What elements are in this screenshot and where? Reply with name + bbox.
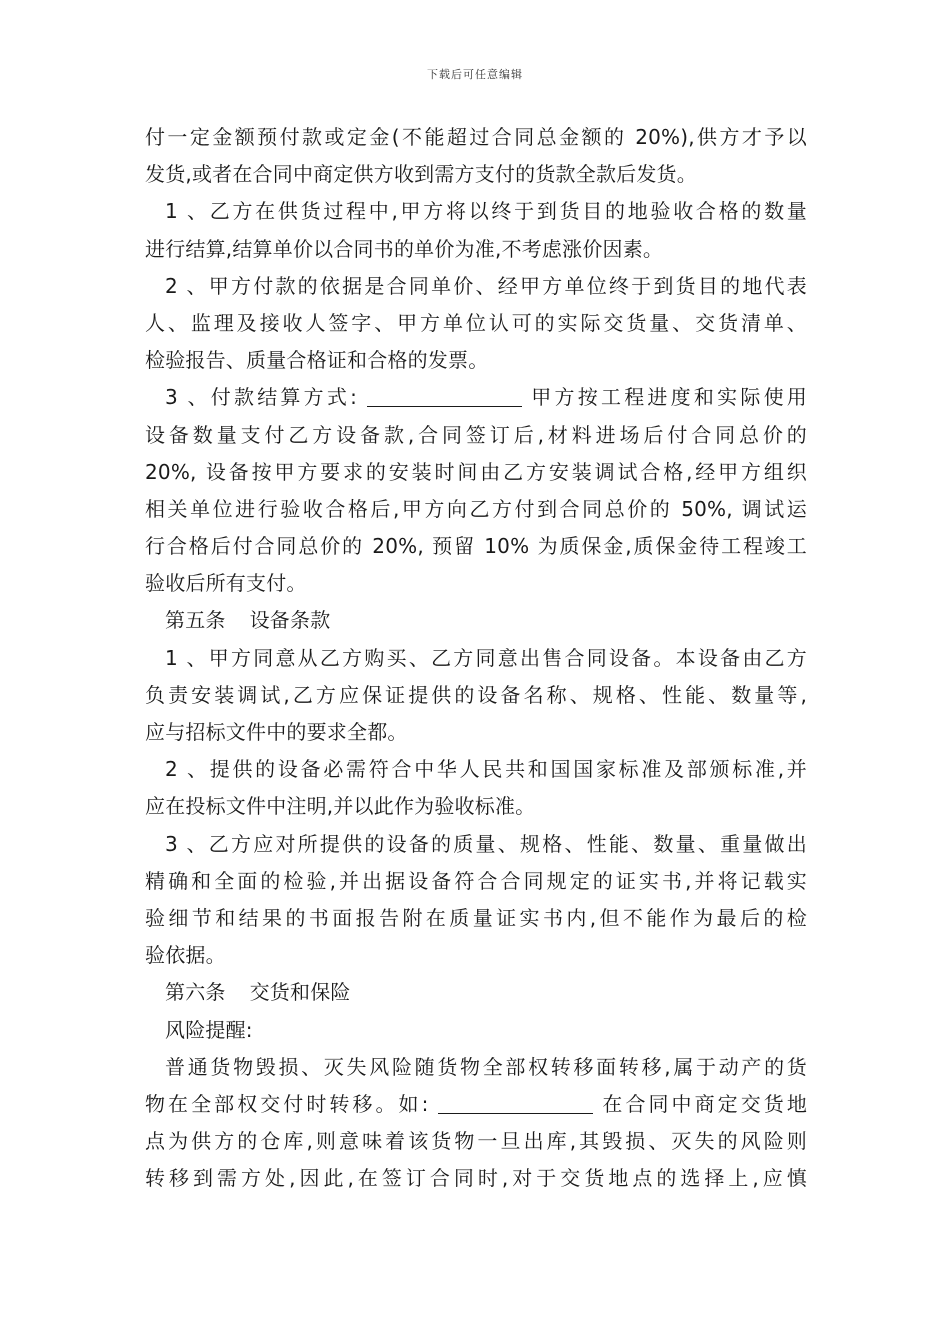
text-line: 人、监理及接收人签字、甲方单位认可的实际交货量、交货清单、 (145, 310, 807, 335)
text-line: 1 、乙方在供货过程中,甲方将以终于到货目的地验收合格的数量 (165, 199, 807, 224)
text-line: 验细节和结果的书面报告附在质量证实书内,但不能作为最后的检 (145, 905, 807, 930)
section-number: 第六条 (165, 980, 226, 1005)
delivery-example-label: 物在全部权交付时转移。如: (145, 1091, 429, 1116)
payment-method-label: 3 、付款结算方式: (165, 385, 358, 410)
text-line: 点为供方的仓库,则意味着该货物一旦出库,其毁损、灭失的风险则 (145, 1129, 807, 1154)
section-title-5 (145, 602, 807, 639)
text-line: 2 、甲方付款的依据是合同单价、经甲方单位终于到货目的地代表 (165, 273, 807, 298)
text-line: 应与招标文件中的要求全都。 (145, 720, 408, 744)
text-line: 20%, 设备按甲方要求的安装时间由乙方安装调试合格,经甲方组织 (145, 459, 807, 484)
text-line: 行合格后付合同总价的 20%, 预留 10% 为质保金,质保金待工程竣工 (145, 534, 807, 559)
delivery-example-text: 在合同中商定交货地 (602, 1091, 808, 1116)
delivery-place-line (145, 1086, 807, 1123)
payment-method-blank[interactable] (367, 384, 522, 407)
text-line: 进行结算,结算单价以合同书的单价为准,不考虑涨价因素。 (145, 236, 664, 261)
text-line: 验依据。 (145, 943, 226, 968)
section-name: 交货和保险 (249, 980, 351, 1005)
text-line: 3 、乙方应对所提供的设备的质量、规格、性能、数量、重量做出 (165, 831, 807, 856)
text-line: 设备数量支付乙方设备款,合同签订后,材料进场后付合同总价的 (145, 422, 807, 447)
section-number: 第五条 (165, 608, 226, 633)
text-line: 普通货物毁损、灭失风险随货物全部权转移面转移,属于动产的货 (165, 1054, 807, 1079)
text-line: 2 、提供的设备必需符合中华人民共和国国家标准及部颁标准,并 (165, 757, 807, 782)
payment-method-line (145, 379, 807, 416)
text-line: 付一定金额预付款或定金(不能超过合同总金额的 20%),供方才予以 (145, 125, 807, 149)
section-name: 设备条款 (249, 608, 331, 633)
section-title-6 (145, 974, 807, 1011)
text-line: 转移到需方处,因此,在签订合同时,对于交货地点的选择上,应慎 (145, 1166, 807, 1191)
text-line: 验收后所有支付。 (145, 571, 307, 596)
risk-reminder-heading: 风险提醒: (165, 1017, 253, 1042)
text-line: 应在投标文件中注明,并以此作为验收标准。 (145, 794, 536, 819)
text-line: 检验报告、质量合格证和合格的发票。 (145, 348, 489, 373)
payment-method-text: 甲方按工程进度和实际使用 (531, 385, 808, 410)
document-body (145, 119, 807, 1197)
delivery-place-blank[interactable] (438, 1091, 593, 1114)
text-line: 负责安装调试,乙方应保证提供的设备名称、规格、性能、数量等, (145, 682, 807, 707)
text-line: 1 、甲方同意从乙方购买、乙方同意出售合同设备。本设备由乙方 (165, 645, 807, 670)
text-line: 发货,或者在合同中商定供方收到需方支付的货款全款后发货。 (145, 162, 697, 187)
text-line: 精确和全面的检验,并出据设备符合合同规定的证实书,并将记载实 (145, 868, 807, 893)
page-header: 下载后可任意编辑 (427, 68, 523, 81)
text-line: 相关单位进行验收合格后,甲方向乙方付到合同总价的 50%, 调试运 (145, 496, 807, 521)
